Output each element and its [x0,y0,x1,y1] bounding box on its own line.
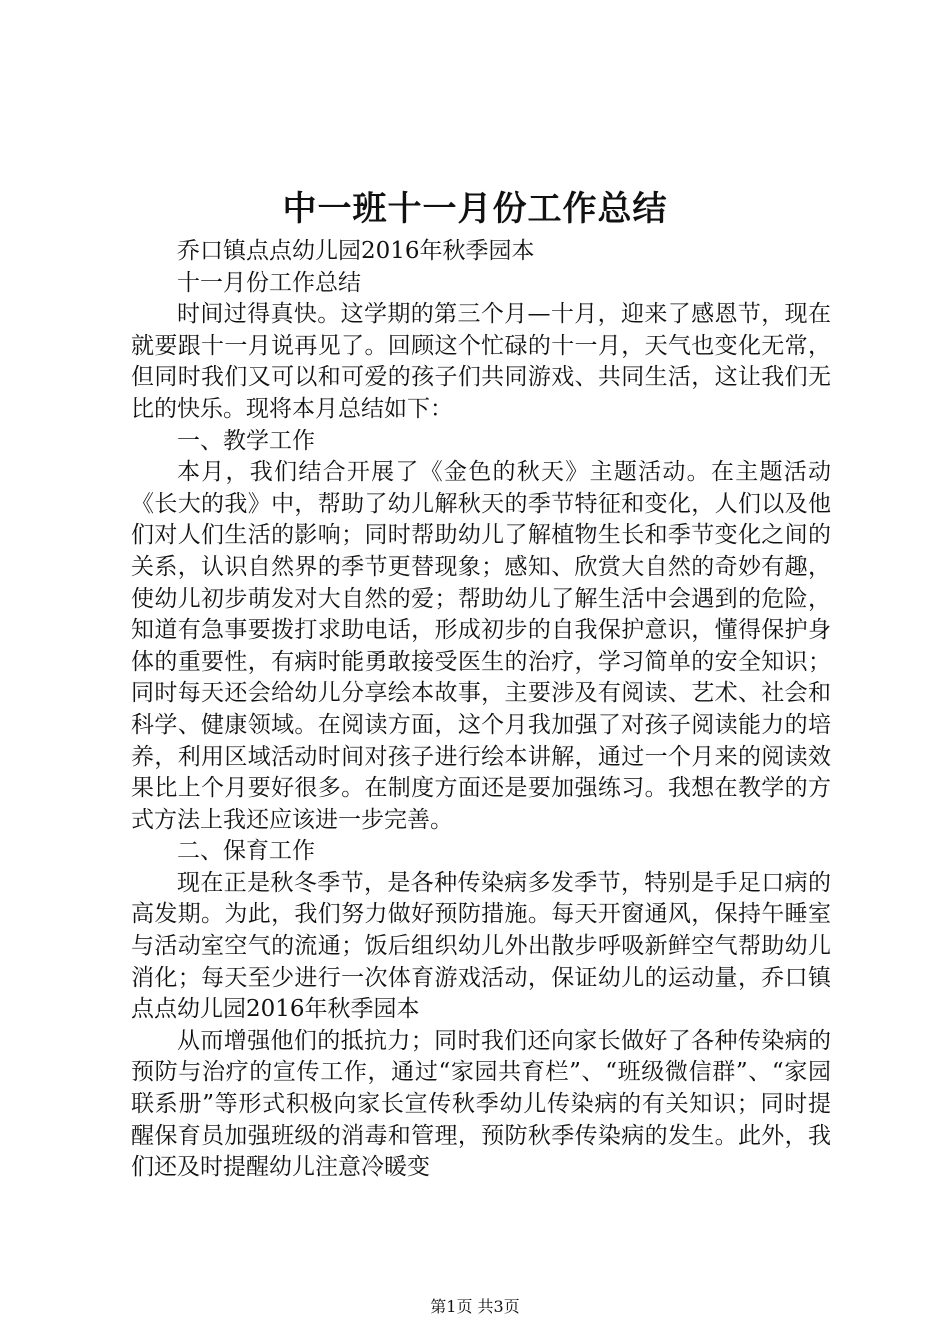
document-body [131,236,831,1184]
paragraph-subtitle: 十一月份工作总结 [177,269,361,296]
paragraph-intro: 时间过得真快。这学期的第三个月—十月，迎来了感恩节，现在就要跟十一月说再见了。回顾这个忙碌的十一月，天气也变化无常，但同时我们又可以和可爱的孩子们共同游戏、共同生活，这让我们无比的快乐。现将本月总结如下： [131,301,831,422]
paragraph-care-1: 现在正是秋冬季节，是各种传染病多发季节，特别是手足口病的高发期。为此，我们努力做好预防措施。每天开窗通风，保持午睡室与活动室空气的流通；饭后组织幼儿外出散步呼吸新鲜空气帮助幼儿消化；每天至少进行一次体育游戏活动，保证幼儿的运动量，乔口镇点点幼儿园2016年秋季园本 [131,869,831,1023]
paragraph-school-name: 乔口镇点点幼儿园2016年秋季园本 [177,238,535,264]
section-heading-care: 二、保育工作 [177,838,315,865]
paragraph-teaching: 本月，我们结合开展了《金色的秋天》主题活动。在主题活动《长大的我》中，帮助了幼儿解秋天的季节特征和变化，人们以及他们对人们生活的影响；同时帮助幼儿了解植物生长和季节变化之间的关系，认识自然界的季节更替现象；感知、欣赏大自然的奇妙有趣，使幼儿初步萌发对大自然的爱；帮助幼儿了解生活中会遇到的危险，知道有急事要拨打求助电话，形成初步的自我保护意识，懂得保护身体的重要性，有病时能勇敢接受医生的治疗，学习简单的安全知识；同时每天还会给幼儿分享绘本故事，主要涉及有阅读、艺术、社会和科学、健康领域。在阅读方面，这个月我加强了对孩子阅读能力的培养，利用区域活动时间对孩子进行绘本讲解，通过一个月来的阅读效果比上个月要好很多。在制度方面还是要加强练习。我想在教学的方式方法上我还应该进一步完善。 [131,459,831,833]
paragraph-care-2: 从而增强他们的抵抗力；同时我们还向家长做好了各种传染病的预防与治疗的宣传工作，通过“家园共育栏”、“班级微信群”、“家园联系册”等形式积极向家长宣传秋季幼儿传染病的有关知识；同时提醒保育员加强班级的消毒和管理，预防秋季传染病的发生。此外，我们还及时提醒幼儿注意冷暖变 [131,1027,831,1181]
section-heading-teaching: 一、教学工作 [177,427,315,454]
page-title: 中一班十一月份工作总结 [282,189,668,229]
page-footer: 第1页 共3页 [430,1297,520,1316]
